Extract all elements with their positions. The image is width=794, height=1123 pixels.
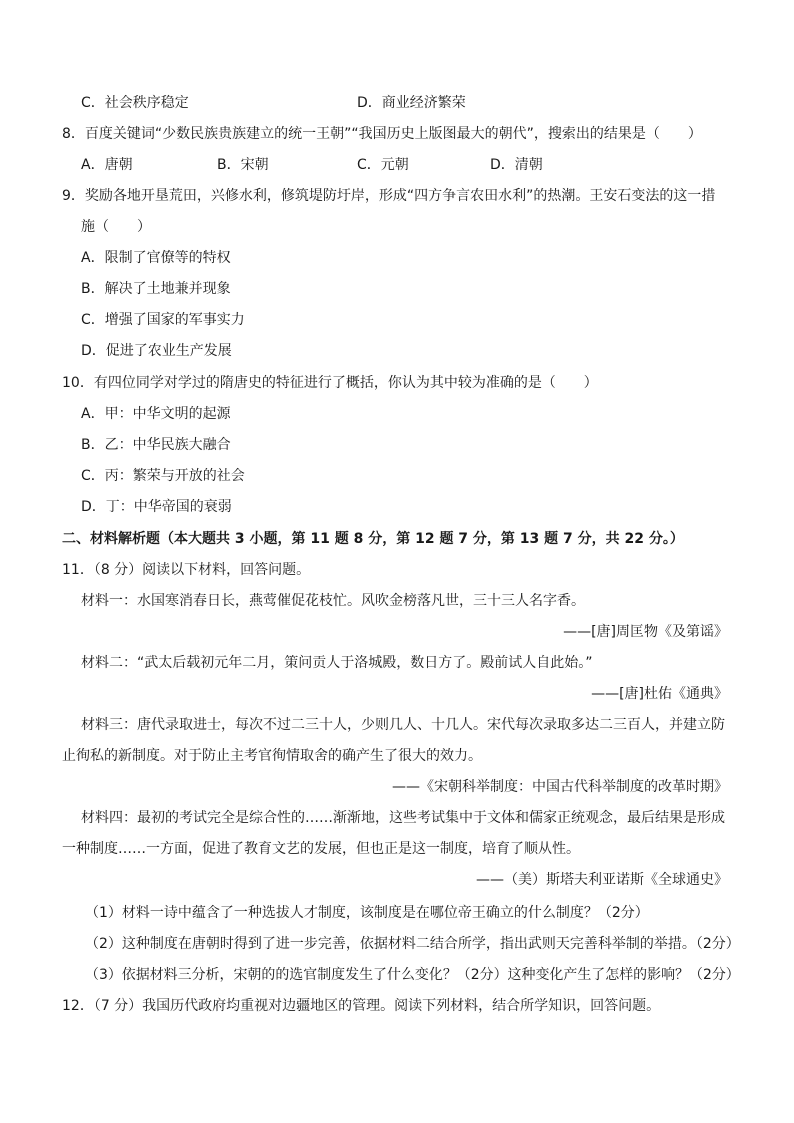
q9-option-b: B．解决了土地兼并现象 [81,281,231,297]
q11-material-1-source [0,621,794,643]
q10-option-d: D．丁：中华帝国的衰弱 [81,499,232,515]
section-2-heading [0,528,794,550]
q9-stem-text-1: 9．奖励各地开垦荒田，兴修水利，修筑堤防圩岸，形成“四方争言农田水利”的热潮。王安石变法的这一措 [62,188,716,204]
q11-material-4-text-2: 一种制度……一方面，促进了教育文艺的发展，但也正是这一制度，培育了顺从性。 [62,841,580,857]
q11-material-4-line1 [0,807,794,829]
section-2-heading-text: 二、材料解析题（本大题共 3 小题，第 11 题 8 分，第 12 题 7 分，第 13 题 7 分，共 22 分。） [62,531,684,547]
q11-material-1-text: 材料一：水国寒消春日长，燕莺催促花枝忙。风吹金榜落凡世，三十三人名字香。 [81,593,585,609]
q8-stem-text: 8．百度关键词“少数民族贵族建立的统一王朝”“我国历史上版图最大的朝代”，搜索出的结果是（ ） [62,126,702,142]
q11-material-3-text-1: 材料三：唐代录取进士，每次不过二三十人，少则几人、十几人。宋代每次录取多达二三百人，并建立防 [81,717,725,733]
q9-option-b-row [0,278,794,300]
q10-stem [0,372,794,394]
q11-material-3-line2 [0,745,794,767]
q11-material-4-source-text: ——（美）斯塔夫利亚诺斯《全球通史》 [476,872,728,888]
q11-subquestion-3-text: （3）依据材料三分析，宋朝的的选官制度发生了什么变化？（2分）这种变化产生了怎样的影响？（2分） [85,967,740,983]
q10-option-d-row [0,496,794,518]
q10-option-b: B．乙：中华民族大融合 [81,437,231,453]
q9-stem-text-2: 施（ ） [81,219,151,235]
q8-option-d: D．清朝 [490,157,543,173]
q11-material-2-text: 材料二：“武太后载初元年二月，策问贡人于洛城殿，数日方了。殿前试人自此始。” [81,655,593,671]
q11-material-3-source [0,776,794,798]
q12-stem [0,995,794,1017]
q8-option-c: C．元朝 [357,157,409,173]
q11-material-4-text-1: 材料四：最初的考试完全是综合性的……渐渐地，这些考试集中于文体和儒家正统观念，最后结果是形成 [81,810,725,826]
q11-material-4-source [0,869,794,891]
q10-option-b-row [0,434,794,456]
q9-option-a: A．限制了官僚等的特权 [81,250,231,266]
q11-stem [0,559,794,581]
q11-material-3-source-text: ——《宋朝科举制度：中国古代科举制度的改革时期》 [392,779,728,795]
q8-option-a: A．唐朝 [81,157,133,173]
q11-material-3-line1 [0,714,794,736]
q8-option-b: B．宋朝 [217,157,269,173]
q11-material-1-source-text: ——[唐]周匡物《及第谣》 [563,624,728,640]
q9-option-d: D．促进了农业生产发展 [81,343,232,359]
q7-option-d: D．商业经济繁荣 [357,95,466,111]
q11-subquestion-1-text: （1）材料一诗中蕴含了一种选拔人才制度，该制度是在哪位帝王确立的什么制度？（2分） [85,905,649,921]
q10-stem-text: 10．有四位同学对学过的隋唐史的特征进行了概括，你认为其中较为准确的是（ ） [62,375,598,391]
q11-subquestion-1 [0,902,794,924]
q10-option-a: A．甲：中华文明的起源 [81,406,231,422]
q10-option-c-row [0,465,794,487]
q11-material-2-source-text: ——[唐]杜佑《通典》 [591,686,728,702]
q11-material-3-text-2: 止徇私的新制度。对于防止主考官徇情取舍的确产生了很大的效力。 [62,748,482,764]
q10-option-a-row [0,403,794,425]
q11-subquestion-2 [0,933,794,955]
q10-option-c: C．丙：繁荣与开放的社会 [81,468,245,484]
q9-stem-line1 [0,185,794,207]
q11-material-1 [0,590,794,612]
q8-stem [0,123,794,145]
q11-stem-text: 11．（8 分）阅读以下材料，回答问题。 [62,562,311,578]
q8-options-row [0,154,794,176]
q9-option-d-row [0,340,794,362]
q7-options-row [0,92,794,114]
q11-subquestion-3 [0,964,794,986]
q11-material-2-source [0,683,794,705]
q9-option-c-row [0,309,794,331]
q11-subquestion-2-text: （2）这种制度在唐朝时得到了进一步完善，依据材料二结合所学，指出武则天完善科举制的举措。（2分） [85,936,740,952]
q12-stem-text: 12．（7 分）我国历代政府均重视对边疆地区的管理。阅读下列材料，结合所学知识，回答问题。 [62,998,661,1014]
q9-stem-line2 [0,216,794,238]
q11-material-2 [0,652,794,674]
q11-material-4-line2 [0,838,794,860]
q9-option-a-row [0,247,794,269]
q7-option-c: C．社会秩序稳定 [81,95,189,111]
q9-option-c: C．增强了国家的军事实力 [81,312,245,328]
